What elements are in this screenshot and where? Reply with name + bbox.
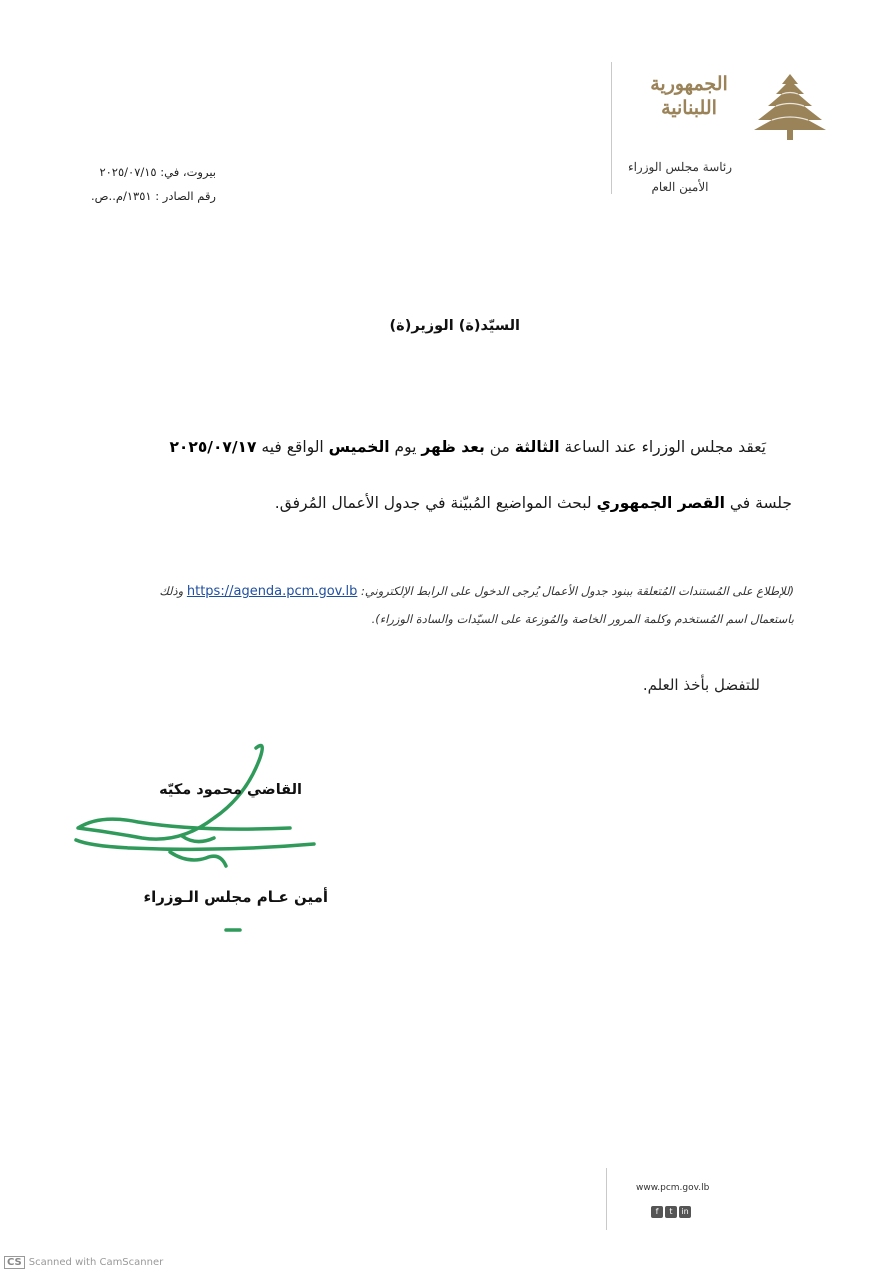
cedar-emblem (748, 70, 832, 142)
footer-divider (606, 1168, 607, 1230)
footer-social-icons (649, 1199, 691, 1218)
camscanner-logo: CS (4, 1256, 25, 1269)
twitter-icon[interactable]: t (665, 1206, 677, 1218)
note-line-1 (104, 578, 794, 605)
scanner-text: Scanned with CamScanner (28, 1257, 164, 1268)
body-bold-afternoon: بعد ظهر (421, 438, 485, 456)
body-bold-date: ٢٠٢٥/٠٧/١٧ (169, 438, 257, 456)
office-line-2: الأمين العام (651, 180, 709, 194)
body-bold-day: الخميس (328, 438, 390, 456)
body-text: جلسة في (724, 494, 792, 512)
body-text: لبحث المواضيع المُبيّنة في جدول الأعمال المُرفق. (274, 494, 597, 512)
agenda-link[interactable]: https://agenda.pcm.gov.lb (186, 584, 358, 599)
signatory-name: القاضي محمود مكيّه (159, 782, 302, 798)
office-line-1: رئاسة مجلس الوزراء (627, 160, 733, 174)
addressee: السيّد(ة) الوزير(ة) (389, 318, 520, 334)
body-text: يوم (389, 438, 422, 456)
body-text: من (484, 438, 515, 456)
body-bold-palace: القصر الجمهوري (596, 494, 725, 512)
note-text: (للإطلاع على المُستندات المُتعلقة ببنود جدول الأعمال يُرجى الدخول على الرابط الإلكتروني: (361, 584, 794, 598)
republic-emblem-text: الجمهورية اللبنانية (650, 73, 728, 119)
body-text: الواقع فيه (256, 438, 329, 456)
note-line-2: باستعمال اسم المُستخدم وكلمة المرور الخاصة والمُوزعة على السيّدات والسادة الوزراء). (371, 612, 794, 626)
body-line-1 (100, 434, 766, 460)
note-text: وذلك (159, 584, 184, 598)
linkedin-icon[interactable]: in (679, 1206, 691, 1218)
handwritten-signature (70, 740, 330, 940)
closing-line: للتفضل بأخذ العلم. (642, 676, 760, 694)
date-line: بيروت، في: ٢٠٢٥/٠٧/١٥ (99, 165, 216, 179)
facebook-icon[interactable]: f (651, 1206, 663, 1218)
body-text: يَعقد مجلس الوزراء عند الساعة (559, 438, 766, 456)
footer-website[interactable]: www.pcm.gov.lb (636, 1183, 710, 1193)
body-line-2 (200, 490, 792, 516)
cedar-tree-icon (748, 70, 832, 142)
reference-number: رقم الصادر : ١٣٥١/م..ص. (91, 189, 216, 203)
scanner-watermark (4, 1256, 163, 1269)
body-bold-time: الثالثة (514, 438, 560, 456)
signatory-title: أمين عـام مجلس الـوزراء (143, 888, 328, 906)
header-divider (611, 62, 612, 194)
